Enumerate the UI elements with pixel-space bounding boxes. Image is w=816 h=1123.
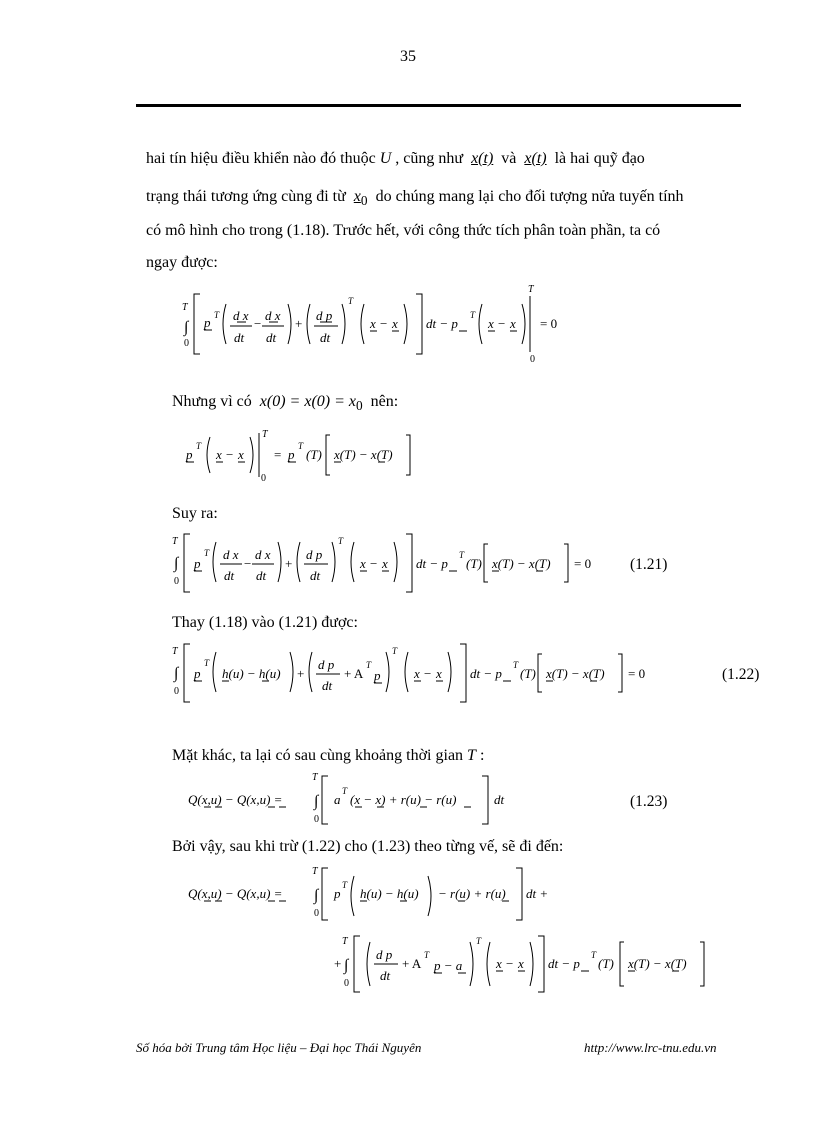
equation-1-21 [170, 530, 610, 596]
text-run: nên: [370, 393, 399, 410]
math-x0: x [353, 188, 361, 205]
equation-boundary-term [182, 425, 442, 487]
svg-text:T: T [459, 550, 465, 560]
svg-text:−: − [380, 316, 388, 331]
svg-text:T: T [348, 296, 354, 306]
svg-text:∫: ∫ [314, 887, 319, 904]
svg-text:dt +: dt + [526, 886, 549, 901]
svg-text:x(T) − x(T): x(T) − x(T) [492, 556, 551, 571]
intro-line-4: ngay được: [146, 254, 218, 271]
svg-text:p: p [194, 666, 201, 681]
svg-text:dt: dt [256, 568, 267, 583]
svg-text:T: T [172, 536, 178, 547]
svg-text:(T): (T) [598, 956, 614, 971]
svg-text:T: T [298, 441, 304, 451]
subscript: 0 [360, 193, 368, 209]
svg-text:dt − p: dt − p [416, 556, 448, 571]
svg-text:x: x [382, 556, 388, 571]
svg-text:+: + [297, 666, 305, 681]
svg-text:(T): (T) [466, 556, 482, 571]
equation-number-1-21: (1.21) [630, 556, 668, 573]
svg-text:T: T [262, 429, 268, 440]
equation-1-23 [186, 772, 606, 828]
svg-text:x: x [510, 316, 516, 331]
svg-text:d p: d p [318, 657, 335, 672]
svg-text:−: − [498, 316, 506, 331]
svg-text:T: T [204, 658, 210, 668]
footer-url: http://www.lrc-tnu.edu.vn [584, 1040, 717, 1055]
svg-text:d p: d p [306, 547, 323, 562]
svg-text:= 0: = 0 [574, 556, 592, 571]
svg-text:Q(x,u) − Q(x,u) =: Q(x,u) − Q(x,u) = [188, 886, 283, 901]
svg-text:∫: ∫ [174, 665, 179, 682]
svg-text:x: x [370, 316, 376, 331]
svg-text:T: T [204, 548, 210, 558]
svg-text:dt: dt [310, 568, 321, 583]
text-boi-vay: Bởi vậy, sau khi trừ (1.22) cho (1.23) theo từng vế, sẽ đi đến: [172, 838, 564, 855]
svg-text:x: x [360, 556, 366, 571]
svg-text:0: 0 [314, 908, 319, 919]
svg-text:x: x [414, 666, 420, 681]
svg-text:(x − x) + r(u) − r(u): (x − x) + r(u) − r(u) [350, 792, 457, 807]
svg-text:−: − [370, 556, 378, 571]
svg-text:T: T [392, 646, 398, 656]
svg-text:dt: dt [266, 330, 277, 345]
text-run: là hai quỹ đạo [554, 150, 645, 167]
svg-text:x: x [216, 447, 222, 462]
math-x: x(t) [524, 150, 547, 167]
text-run: : [479, 747, 485, 764]
intro-line-2 [146, 188, 684, 209]
math-x-tilde: x(t) [471, 150, 494, 167]
svg-text:+: + [285, 556, 293, 571]
svg-text:dt − p: dt − p [426, 316, 458, 331]
svg-text:Q(x,u) − Q(x,u) =: Q(x,u) − Q(x,u) = [188, 792, 283, 807]
math-U: U [379, 150, 392, 167]
svg-text:0: 0 [174, 686, 179, 697]
text-run: hai tín hiệu điều khiển nào đó thuộc [146, 150, 376, 167]
svg-text:T: T [196, 441, 202, 451]
svg-text:=: = [274, 447, 282, 462]
svg-text:− r(u) + r(u): − r(u) + r(u) [438, 886, 506, 901]
svg-text:+ A: + A [344, 666, 364, 681]
equation-number-1-22: (1.22) [722, 666, 760, 683]
svg-text:p: p [334, 886, 341, 901]
subscript: 0 [356, 398, 363, 414]
svg-text:d x: d x [265, 308, 281, 323]
svg-text:dt: dt [234, 330, 245, 345]
svg-text:0: 0 [530, 354, 535, 365]
svg-text:T: T [342, 936, 348, 947]
svg-text:T: T [476, 936, 482, 946]
svg-text:(T): (T) [306, 447, 322, 462]
svg-text:∫: ∫ [344, 957, 349, 974]
svg-text:h(u) − h(u): h(u) − h(u) [222, 666, 281, 681]
svg-text:dt: dt [320, 330, 331, 345]
svg-text:T: T [312, 772, 318, 783]
svg-text:T: T [424, 950, 430, 960]
svg-text:+ A: + A [402, 956, 422, 971]
svg-text:0: 0 [344, 978, 349, 989]
svg-text:−: − [226, 447, 234, 462]
intro-line-1 [146, 150, 645, 168]
svg-text:p: p [288, 447, 295, 462]
svg-text:x: x [238, 447, 244, 462]
svg-text:x: x [488, 316, 494, 331]
svg-text:x(T) − x(T): x(T) − x(T) [334, 447, 393, 462]
svg-text:∫: ∫ [184, 319, 189, 336]
header-rule [136, 104, 741, 107]
math-initial-condition: x(0) = x(0) = x [259, 393, 356, 410]
svg-text:dt − p: dt − p [548, 956, 580, 971]
svg-text:+: + [295, 316, 303, 331]
svg-text:dt: dt [224, 568, 235, 583]
svg-text:T: T [342, 880, 348, 890]
svg-text:T: T [312, 866, 318, 877]
svg-text:dt: dt [380, 968, 391, 983]
svg-text:p: p [186, 447, 193, 462]
svg-text:T: T [214, 310, 220, 320]
svg-text:d x: d x [255, 547, 271, 562]
svg-text:a: a [334, 792, 341, 807]
equation-1-22 [170, 640, 670, 706]
svg-text:0: 0 [184, 338, 189, 349]
svg-text:−: − [254, 316, 262, 331]
svg-text:p: p [204, 315, 211, 330]
svg-text:= 0: = 0 [628, 666, 646, 681]
equation-final-line-1 [186, 862, 606, 926]
svg-text:x: x [392, 316, 398, 331]
svg-text:−: − [244, 556, 252, 571]
svg-text:T: T [342, 786, 348, 796]
text-run: do chúng mang lại cho đối tượng nửa tuyến tính [375, 188, 684, 205]
svg-text:T: T [366, 660, 372, 670]
svg-text:T: T [513, 660, 519, 670]
svg-text:dt: dt [322, 678, 333, 693]
text-run: , cũng như [395, 150, 464, 167]
svg-text:p: p [374, 668, 381, 683]
svg-text:d p: d p [316, 308, 333, 323]
svg-text:h(u) − h(u): h(u) − h(u) [360, 886, 419, 901]
svg-text:d p: d p [376, 947, 393, 962]
text-run: Mặt khác, ta lại có sau cùng khoảng thời gian [172, 747, 464, 764]
text-nhung-line [172, 393, 398, 414]
svg-text:T: T [591, 950, 597, 960]
svg-text:T: T [470, 310, 476, 320]
equation-integral-1 [180, 282, 600, 366]
svg-text:x(T) − x(T): x(T) − x(T) [628, 956, 687, 971]
equation-final-line-2 [334, 930, 724, 996]
svg-text:∫: ∫ [174, 555, 179, 572]
intro-line-3: có mô hình cho trong (1.18). Trước hết, với công thức tích phân toàn phần, ta có [146, 222, 661, 239]
page-number: 35 [400, 48, 416, 65]
svg-text:dt: dt [494, 792, 505, 807]
svg-text:+: + [334, 956, 342, 971]
text-suy-ra: Suy ra: [172, 505, 218, 522]
svg-text:0: 0 [261, 473, 266, 484]
svg-text:−: − [424, 666, 432, 681]
svg-text:x: x [518, 956, 524, 971]
svg-text:= 0: = 0 [540, 316, 558, 331]
svg-text:x: x [436, 666, 442, 681]
svg-text:∫: ∫ [314, 793, 319, 810]
svg-text:T: T [528, 284, 534, 295]
footer-source: Số hóa bởi Trung tâm Học liệu – Đại học Thái Nguyên [136, 1040, 422, 1055]
svg-text:p: p [194, 556, 201, 571]
svg-text:T: T [182, 302, 188, 313]
math-T: T [467, 747, 476, 764]
svg-text:d x: d x [223, 547, 239, 562]
equation-number-1-23: (1.23) [630, 793, 668, 810]
svg-text:T: T [338, 536, 344, 546]
text-mat-khac [172, 747, 484, 765]
svg-text:p − a: p − a [434, 958, 463, 973]
text-thay: Thay (1.18) vào (1.21) được: [172, 614, 358, 631]
svg-text:(T): (T) [520, 666, 536, 681]
text-run: và [501, 150, 517, 167]
svg-text:d x: d x [233, 308, 249, 323]
svg-text:0: 0 [314, 814, 319, 825]
svg-text:x(T) − x(T): x(T) − x(T) [546, 666, 605, 681]
svg-text:−: − [506, 956, 514, 971]
svg-text:0: 0 [174, 576, 179, 587]
text-run: trạng thái tương ứng cùng đi từ [146, 188, 346, 205]
text-run: Nhưng vì có [172, 393, 252, 410]
svg-text:T: T [172, 646, 178, 657]
svg-text:dt − p: dt − p [470, 666, 502, 681]
svg-text:x: x [496, 956, 502, 971]
